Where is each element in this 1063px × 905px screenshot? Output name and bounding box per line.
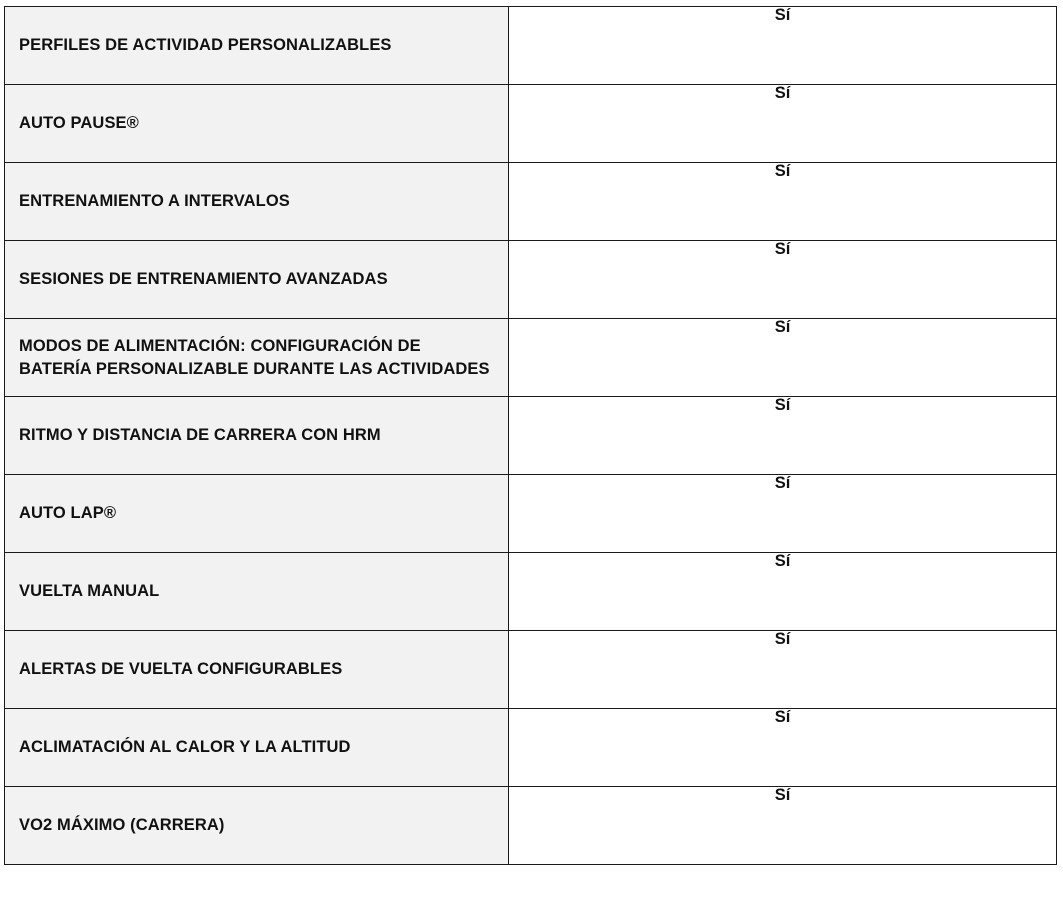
feature-value: Sí	[774, 162, 791, 180]
feature-value-cell	[509, 163, 1057, 241]
feature-value-cell	[509, 709, 1057, 787]
table-row	[5, 397, 1057, 475]
table-row	[5, 553, 1057, 631]
feature-name-cell: ENTRENAMIENTO A INTERVALOS	[5, 163, 509, 241]
feature-name-cell: SESIONES DE ENTRENAMIENTO AVANZADAS	[5, 241, 509, 319]
features-table-wrapper	[4, 6, 1057, 865]
feature-value: Sí	[774, 6, 791, 24]
feature-name-cell: MODOS DE ALIMENTACIÓN: CONFIGURACIÓN DE BATERÍA PERSONALIZABLE DURANTE LAS ACTIVIDADES	[5, 319, 509, 397]
feature-name-cell: VUELTA MANUAL	[5, 553, 509, 631]
feature-value-cell	[509, 397, 1057, 475]
feature-value: Sí	[774, 786, 791, 804]
table-row	[5, 85, 1057, 163]
feature-name-cell: AUTO LAP®	[5, 475, 509, 553]
feature-name-cell: PERFILES DE ACTIVIDAD PERSONALIZABLES	[5, 7, 509, 85]
feature-value: Sí	[774, 552, 791, 570]
feature-value: Sí	[774, 318, 791, 336]
feature-name-cell: AUTO PAUSE®	[5, 85, 509, 163]
feature-value-cell	[509, 241, 1057, 319]
table-row	[5, 709, 1057, 787]
table-row	[5, 475, 1057, 553]
features-table	[4, 6, 1057, 865]
table-row	[5, 241, 1057, 319]
feature-value-cell	[509, 631, 1057, 709]
feature-name-cell: VO2 MÁXIMO (CARRERA)	[5, 787, 509, 865]
feature-value: Sí	[774, 708, 791, 726]
feature-value: Sí	[774, 240, 791, 258]
feature-value-cell	[509, 319, 1057, 397]
table-row	[5, 7, 1057, 85]
feature-name-cell: ALERTAS DE VUELTA CONFIGURABLES	[5, 631, 509, 709]
feature-value: Sí	[774, 474, 791, 492]
table-row	[5, 163, 1057, 241]
feature-value-cell	[509, 787, 1057, 865]
feature-value-cell	[509, 475, 1057, 553]
feature-value-cell	[509, 7, 1057, 85]
table-row	[5, 787, 1057, 865]
feature-value: Sí	[774, 84, 791, 102]
feature-name-cell: ACLIMATACIÓN AL CALOR Y LA ALTITUD	[5, 709, 509, 787]
feature-name-cell: RITMO Y DISTANCIA DE CARRERA CON HRM	[5, 397, 509, 475]
table-row	[5, 319, 1057, 397]
feature-value: Sí	[774, 630, 791, 648]
feature-value-cell	[509, 553, 1057, 631]
feature-value: Sí	[774, 396, 791, 414]
feature-value-cell	[509, 85, 1057, 163]
table-row	[5, 631, 1057, 709]
